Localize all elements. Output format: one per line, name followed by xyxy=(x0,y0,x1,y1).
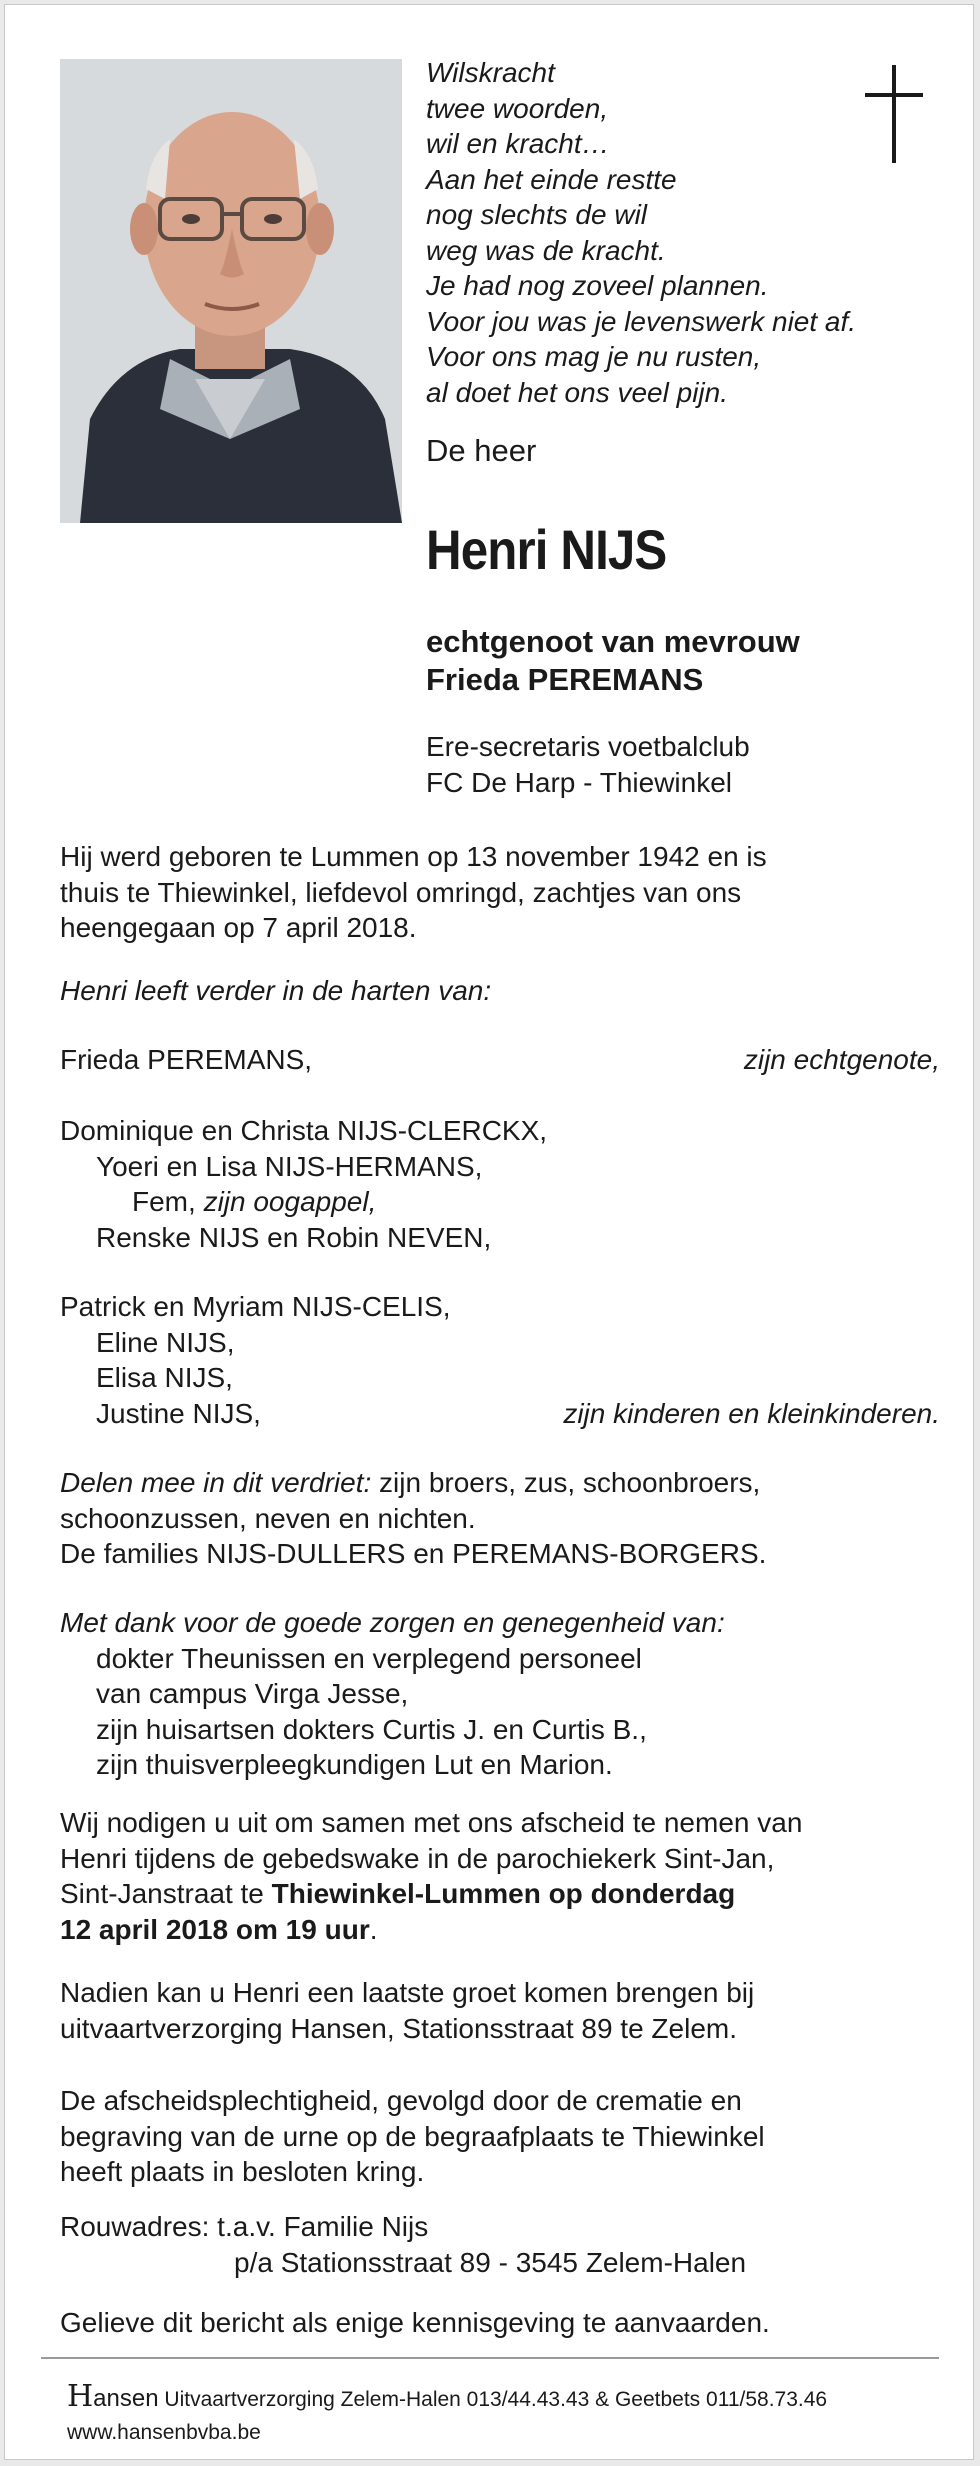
family-line: Renske NIJS en Robin NEVEN, xyxy=(96,1221,492,1253)
address-line: p/a Stationsstraat 89 - 3545 Zelem-Halen xyxy=(234,2246,747,2278)
wife-relation: zijn echtgenote, xyxy=(743,1044,940,1075)
family-line: Dominique en Christa NIJS-CLERCKX, xyxy=(60,1115,548,1146)
thanks-line: van campus Virga Jesse, xyxy=(96,1678,409,1709)
birth-line: heengegaan op 7 april 2018. xyxy=(60,912,417,943)
grief-line: De families NIJS-DULLERS en PEREMANS-BORGERS. xyxy=(60,1538,767,1569)
birth-paragraph xyxy=(60,839,940,946)
family-line: Elisa NIJS, xyxy=(96,1362,233,1393)
grief-paragraph xyxy=(60,1465,940,1572)
cross-icon xyxy=(865,65,925,165)
birth-line: thuis te Thiewinkel, liefdevol omringd, zachtjes van ons xyxy=(60,876,742,908)
grief-line: schoonzussen, neven en nichten. xyxy=(60,1502,476,1534)
family-line: Patrick en Myriam NIJS-CELIS, xyxy=(60,1291,451,1322)
ceremony-paragraph xyxy=(60,2083,940,2190)
visit-paragraph xyxy=(60,1975,940,2046)
spouse-info xyxy=(426,623,800,699)
visit-line: Nadien kan u Henri een laatste groet komen brengen bij xyxy=(60,1977,755,2008)
poem-line: weg was de kracht. xyxy=(426,234,666,266)
poem-line: Je had nog zoveel plannen. xyxy=(426,270,769,301)
role-info xyxy=(426,729,750,801)
portrait-illustration xyxy=(60,59,402,523)
website-link[interactable]: www.hansenbvba.be xyxy=(67,2421,261,2444)
address-line: Rouwadres: t.a.v. Familie Nijs xyxy=(60,2211,429,2242)
ceremony-line: De afscheidsplechtigheid, gevolgd door de crematie en xyxy=(60,2085,742,2116)
family-group-2 xyxy=(60,1289,940,1431)
invite-line: Henri tijdens de gebedswake in de parochiekerk Sint-Jan, xyxy=(60,1842,775,1874)
visit-line: uitvaartverzorging Hansen, Stationsstraat 89 te Zelem. xyxy=(60,2012,738,2044)
thanks-paragraph xyxy=(60,1605,940,1783)
grief-text: zijn broers, zus, schoonbroers, xyxy=(371,1467,761,1498)
obituary-card xyxy=(4,4,974,2460)
invite-period: . xyxy=(369,1913,378,1945)
ceremony-line: heeft plaats in besloten kring. xyxy=(60,2156,425,2187)
wife-name: Frieda PEREMANS, xyxy=(60,1044,313,1075)
thanks-line: zijn thuisverpleegkundigen Lut en Marion. xyxy=(96,1749,613,1780)
notice-text: Gelieve dit bericht als enige kennisgeving te aanvaarden. xyxy=(60,2307,770,2338)
thanks-line: dokter Theunissen en verplegend personeel xyxy=(96,1642,642,1674)
poem-line: Voor jou was je levenswerk niet af. xyxy=(426,305,857,337)
birth-line: Hij werd geboren te Lummen op 13 november 1942 en is xyxy=(60,841,767,872)
poem-line: al doet het ons veel pijn. xyxy=(426,376,728,408)
family-line: Eline NIJS, xyxy=(96,1326,235,1358)
poem xyxy=(426,55,896,410)
family-line: Yoeri en Lisa NIJS-HERMANS, xyxy=(96,1150,483,1182)
role-line: FC De Harp - Thiewinkel xyxy=(426,767,733,798)
wife-row xyxy=(60,1042,940,1078)
spouse-line: echtgenoot van mevrouw xyxy=(426,624,800,659)
family-group-1 xyxy=(60,1113,940,1255)
role-line: Ere-secretaris voetbalclub xyxy=(426,731,750,762)
invite-date: 12 april 2018 om 19 uur xyxy=(60,1913,370,1945)
family-line xyxy=(60,1396,940,1432)
invite-text: Sint-Janstraat te xyxy=(60,1878,272,1909)
grandchild-name: Fem, xyxy=(132,1186,204,1217)
grief-lead: Delen mee in dit verdriet: xyxy=(60,1467,372,1498)
thanks-lead: Met dank voor de goede zorgen en genegenheid van: xyxy=(60,1607,725,1638)
lives-on-heading: Henri leeft verder in de harten van: xyxy=(60,975,492,1006)
deceased-name: Henri NIJS xyxy=(426,518,667,581)
poem-line: nog slechts de wil xyxy=(426,199,648,230)
poem-line: Aan het einde restte xyxy=(426,163,677,195)
family-line xyxy=(60,1184,940,1220)
family-relation: zijn kinderen en kleinkinderen. xyxy=(563,1397,940,1429)
poem-line: Wilskracht xyxy=(426,57,555,88)
thanks-line: zijn huisartsen dokters Curtis J. en Curtis B., xyxy=(96,1713,647,1745)
invite-paragraph xyxy=(60,1805,940,1947)
ceremony-line: begraving van de urne op de begraafplaats te Thiewinkel xyxy=(60,2120,765,2152)
poem-line: wil en kracht… xyxy=(426,128,610,159)
hansen-logo: Hansen xyxy=(67,2379,159,2414)
salutation: De heer xyxy=(426,433,537,468)
portrait-photo xyxy=(60,59,402,523)
footer-contact xyxy=(67,2379,827,2414)
footer-divider xyxy=(41,2357,939,2359)
spouse-name: Frieda PEREMANS xyxy=(426,662,704,697)
contact-text: Uitvaartverzorging Zelem-Halen 013/44.43.43 & Geetbets 011/58.73.46 xyxy=(158,2388,828,2411)
address-block xyxy=(60,2209,940,2280)
family-name: Justine NIJS, xyxy=(96,1397,261,1429)
grandchild-note: zijn oogappel, xyxy=(203,1186,377,1217)
invite-place: Thiewinkel-Lummen op donderdag xyxy=(271,1878,736,1909)
poem-line: Voor ons mag je nu rusten, xyxy=(426,341,762,372)
poem-line: twee woorden, xyxy=(426,92,609,124)
invite-line: Wij nodigen u uit om samen met ons afscheid te nemen van xyxy=(60,1807,803,1838)
